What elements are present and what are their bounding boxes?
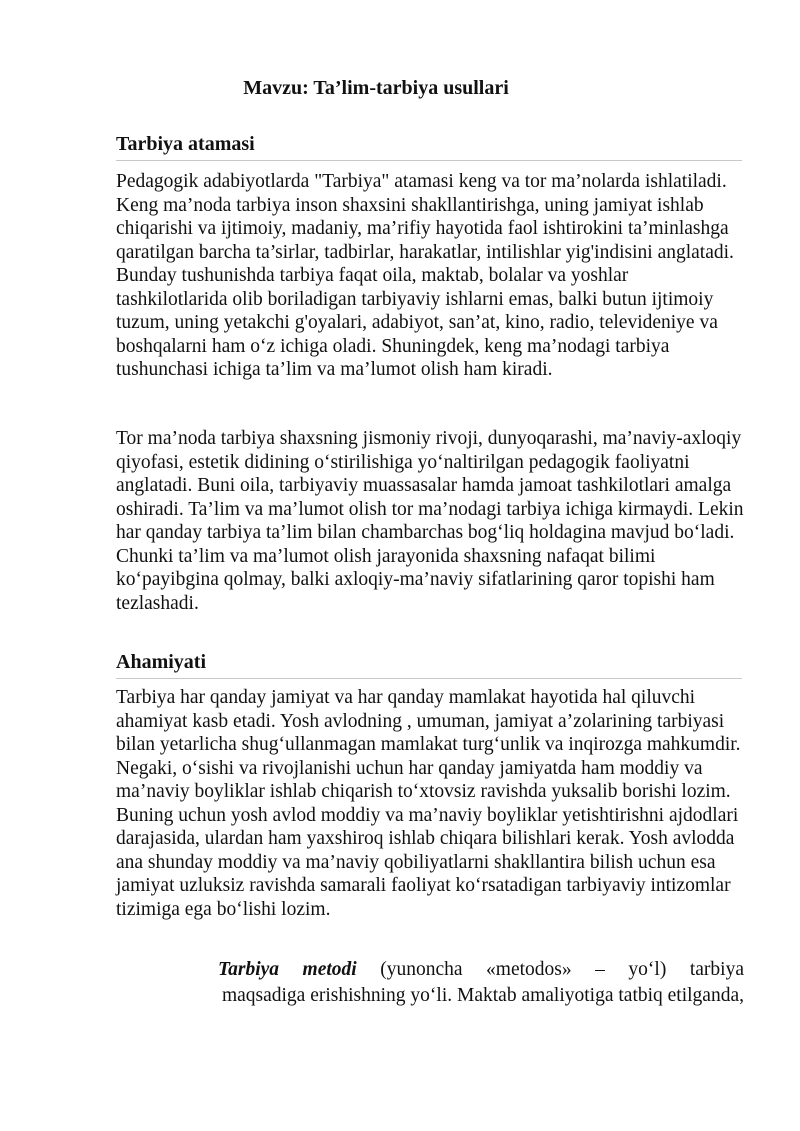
paragraph-tor-manoda: Tor ma’noda tarbiya shaxsning jismoniy rivoji, dunyoqarashi, ma’naviy-axloqiy qiyofasi, estetik didining o‘stirilishiga yo‘naltirilgan pedagogik faoliyatni anglatadi. Buni oila, tarbiyaviy muassasalar hamda jamoat tashkilotlari amalga oshiradi. Ta’lim va ma’lumot olish tor ma’nodagi tarbiya ichiga kirmaydi. Lekin har qanday tarbiya ta’lim bilan chambarchas bog‘liq holdagina mavjud bo‘ladi. Chunki ta’lim va ma’lumot olish jarayonida shaxsning nafaqat bilimi ko‘payibgina qolmay, balki axloqiy-ma’naviy sifatlarining qaror topishi ham tezlashadi. xyxy=(116,428,744,614)
paragraph-ahamiyati: Tarbiya har qanday jamiyat va har qanday mamlakat hayotida hal qiluvchi ahamiyat kasb etadi. Yosh avlodning , umuman, jamiyat a’zolarining tarbiyasi bilan yetarlicha shug‘ullanmagan mamlakat turg‘unlik va inqirozga mahkumdir. Negaki, o‘sishi va rivojlanishi uchun har qanday jamiyatda ham moddiy va ma’naviy boyliklar ishlab chiqarish to‘xtovsiz ravishda yuksalib borishi lozim. Buning uchun yosh avlod moddiy va ma’naviy boyliklar yetishtirishni ajdodlari darajasida, ulardan ham yaxshiroq ishlab chiqara bilishlari kerak. Yosh avlodda ana shunday moddiy va ma’naviy qobiliyatlarni shakllantira bilish uchun esa jamiyat uzluksiz ravishda samarali faoliyat ko‘rsatadigan tarbiyaviy intizomlar tizimiga ega bo‘lishi lozim. xyxy=(116,687,741,920)
paragraph-keng-manoda: Pedagogik adabiyotlarda "Tarbiya" atamasi keng va tor ma’nolarda ishlatiladi. Keng ma’noda tarbiya inson shaxsini shakllantirishga, uning jamiyat ishlab chiqarishi va ijtimoiy, madaniy, ma’rifiy hayotida faol ishtirokini ta’minlashga qaratilgan barcha ta’sirlar, tadbirlar, harakatlar, intilishlar yig'indisini anglatadi. Bunday tushunishda tarbiya faqat oila, maktab, bolalar va yoshlar tashkilotlarida olib boriladigan tarbiyaviy ishlarni emas, balki butun ijtimoiy tuzum, uning yetakchi g'oyalari, adabiyot, san’at, kino, radio, televideniye va boshqalarni ham o‘z ichiga oladi. Shuningdek, keng ma’nodagi tarbiya tushunchasi ichiga ta’lim va ma’lumot olish ham kiradi. xyxy=(116,171,734,380)
section-heading-ahamiyati: Ahamiyati xyxy=(116,648,742,679)
method-definition-continuation: maqsadiga erishishning yo‘li. Maktab amaliyotiga tatbiq etilganda, xyxy=(221,985,744,1006)
method-definition-rest: (yunoncha «metodos» – yo‘l) tarbiya xyxy=(356,959,744,980)
page-title: Mavzu: Ta’lim-tarbiya usullari xyxy=(243,77,509,99)
section-heading-tarbiya-atamasi: Tarbiya atamasi xyxy=(116,130,742,161)
method-term: Tarbiya metodi xyxy=(218,959,357,980)
method-definition-line xyxy=(218,958,744,982)
